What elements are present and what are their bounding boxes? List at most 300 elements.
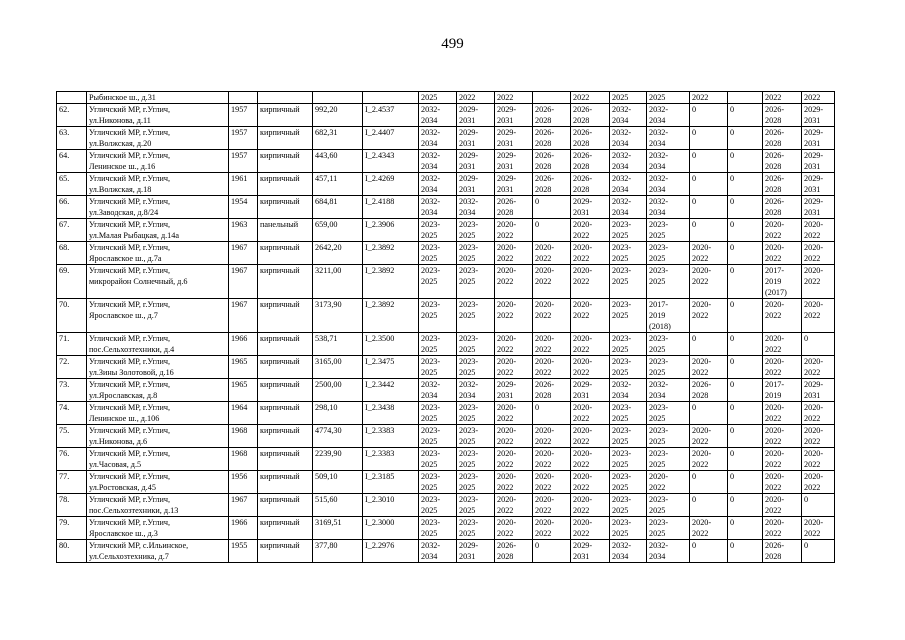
cell-term: 2025	[610, 92, 647, 104]
cell-term: 2023- 2025	[419, 356, 457, 379]
cell-year: 1964	[229, 402, 258, 425]
cell-term: 2029- 2031	[802, 150, 835, 173]
table-row	[57, 173, 835, 196]
cell-year	[229, 92, 258, 104]
cell-material: кирпичный	[258, 127, 313, 150]
cell-term: 2029- 2031	[495, 173, 533, 196]
cell-address: Угличский МР, г.Углич, Ленинское ш., д.106	[87, 402, 229, 425]
cell-term: 0	[802, 333, 835, 356]
cell-term: 2023- 2025	[419, 448, 457, 471]
cell-term: 2020- 2022	[763, 517, 802, 540]
cell-term: 2020- 2022	[763, 494, 802, 517]
cell-term: 2020- 2022	[571, 242, 610, 265]
cell-number: 71.	[57, 333, 87, 356]
cell-material: кирпичный	[258, 517, 313, 540]
cell-term: 2025	[647, 92, 690, 104]
cell-term: 2023- 2025	[419, 471, 457, 494]
cell-term: 2032- 2034	[647, 127, 690, 150]
cell-number: 80.	[57, 540, 87, 563]
cell-term: 2020- 2022	[690, 265, 728, 299]
cell-term: 2023- 2025	[647, 265, 690, 299]
cell-term: 2020- 2022	[571, 517, 610, 540]
cell-code: I_2.3442	[363, 379, 419, 402]
cell-term: 2032- 2034	[647, 379, 690, 402]
cell-year: 1961	[229, 173, 258, 196]
cell-code: I_2.3000	[363, 517, 419, 540]
cell-term: 2020- 2022	[533, 242, 571, 265]
cell-term: 2020- 2022	[495, 299, 533, 333]
cell-term: 2026- 2028	[533, 104, 571, 127]
cell-term: 2020- 2022	[495, 494, 533, 517]
table-row	[57, 379, 835, 402]
cell-term: 2022	[495, 92, 533, 104]
cell-term: 0	[728, 333, 763, 356]
cell-term: 2020- 2022	[533, 494, 571, 517]
cell-address: Угличский МР, г.Углич, ул.Зины Золотовой, д.16	[87, 356, 229, 379]
table-row	[57, 104, 835, 127]
cell-term: 2023- 2025	[610, 448, 647, 471]
cell-term: 2020- 2022	[763, 219, 802, 242]
cell-code: I_2.4537	[363, 104, 419, 127]
cell-area: 509,10	[313, 471, 363, 494]
cell-term: 2032- 2034	[419, 173, 457, 196]
table-row	[57, 517, 835, 540]
cell-term: 2020- 2022	[495, 242, 533, 265]
cell-term: 2023- 2025	[457, 517, 495, 540]
cell-number: 63.	[57, 127, 87, 150]
table-row	[57, 425, 835, 448]
cell-code: I_2.3383	[363, 448, 419, 471]
cell-term: 2020- 2022	[495, 356, 533, 379]
cell-number: 75.	[57, 425, 87, 448]
cell-material: кирпичный	[258, 471, 313, 494]
cell-material: кирпичный	[258, 540, 313, 563]
table-row	[57, 402, 835, 425]
cell-term: 2023- 2025	[419, 333, 457, 356]
cell-term: 2020- 2022	[763, 471, 802, 494]
cell-term: 2029- 2031	[457, 540, 495, 563]
cell-number: 66.	[57, 196, 87, 219]
cell-area: 3165,00	[313, 356, 363, 379]
cell-term: 2020- 2022	[763, 425, 802, 448]
cell-term: 0	[533, 219, 571, 242]
cell-material: кирпичный	[258, 333, 313, 356]
cell-term: 2026- 2028	[533, 127, 571, 150]
cell-term: 2029- 2031	[571, 196, 610, 219]
cell-term: 2029- 2031	[802, 196, 835, 219]
cell-term: 2023- 2025	[610, 333, 647, 356]
cell-term: 2020- 2022	[802, 402, 835, 425]
cell-code: I_2.4269	[363, 173, 419, 196]
cell-number: 74.	[57, 402, 87, 425]
table-row	[57, 150, 835, 173]
page-number: 499	[441, 36, 464, 52]
table-row	[57, 333, 835, 356]
cell-term: 2023- 2025	[647, 402, 690, 425]
cell-term	[533, 92, 571, 104]
cell-address: Угличский МР, г.Углич, ул.Малая Рыбацкая, д.14а	[87, 219, 229, 242]
cell-number: 77.	[57, 471, 87, 494]
cell-term: 2023- 2025	[647, 517, 690, 540]
cell-term: 2020- 2022	[495, 471, 533, 494]
cell-term: 2029- 2031	[495, 127, 533, 150]
cell-area: 2642,20	[313, 242, 363, 265]
cell-term: 0	[690, 471, 728, 494]
cell-term: 2023- 2025	[457, 402, 495, 425]
cell-term: 2020- 2022	[495, 425, 533, 448]
cell-term: 2020- 2022	[802, 299, 835, 333]
cell-term: 2032- 2034	[647, 150, 690, 173]
cell-material	[258, 92, 313, 104]
cell-term: 2022	[802, 92, 835, 104]
cell-address: Угличский МР, г.Углич, ул.Никонова, д.11	[87, 104, 229, 127]
cell-term: 2026- 2028	[571, 104, 610, 127]
cell-term: 2032- 2034	[647, 540, 690, 563]
cell-term: 0	[802, 494, 835, 517]
cell-term: 2032- 2034	[419, 104, 457, 127]
cell-term: 2023- 2025	[457, 265, 495, 299]
table-row	[57, 196, 835, 219]
cell-code: I_2.3892	[363, 299, 419, 333]
cell-term: 2023- 2025	[457, 425, 495, 448]
cell-term: 2026- 2028	[533, 379, 571, 402]
cell-area	[313, 92, 363, 104]
cell-term: 2020- 2022	[533, 471, 571, 494]
cell-term: 2026- 2028	[763, 540, 802, 563]
cell-term: 0	[690, 333, 728, 356]
cell-year: 1957	[229, 150, 258, 173]
cell-address: Угличский МР, г.Углич, ул.Часовая, д.5	[87, 448, 229, 471]
cell-term	[728, 92, 763, 104]
cell-term: 2023- 2025	[419, 299, 457, 333]
table-row	[57, 242, 835, 265]
cell-term: 0	[728, 265, 763, 299]
cell-term: 2020- 2022	[533, 448, 571, 471]
cell-area: 684,81	[313, 196, 363, 219]
cell-material: кирпичный	[258, 425, 313, 448]
cell-term: 2023- 2025	[610, 299, 647, 333]
cell-term: 2029- 2031	[457, 127, 495, 150]
cell-code: I_2.3892	[363, 242, 419, 265]
cell-term: 2032- 2034	[610, 196, 647, 219]
cell-term: 2026- 2028	[571, 127, 610, 150]
cell-address: Угличский МР, г.Углич, пос.Сельхозтехники, д.13	[87, 494, 229, 517]
cell-term: 2023- 2025	[610, 471, 647, 494]
cell-term: 2020- 2022	[495, 265, 533, 299]
cell-year: 1957	[229, 127, 258, 150]
cell-address: Угличский МР, с.Ильинское, ул.Сельхозтехника, д.7	[87, 540, 229, 563]
cell-term: 0	[728, 242, 763, 265]
cell-area: 377,80	[313, 540, 363, 563]
cell-year: 1968	[229, 425, 258, 448]
cell-term: 2026- 2028	[763, 173, 802, 196]
cell-term: 2032- 2034	[610, 104, 647, 127]
cell-year: 1966	[229, 517, 258, 540]
cell-term: 2029- 2031	[571, 379, 610, 402]
cell-term: 2020- 2022	[802, 471, 835, 494]
cell-code: I_2.3892	[363, 265, 419, 299]
cell-term: 0	[690, 540, 728, 563]
cell-term: 2026- 2028	[763, 196, 802, 219]
cell-term: 0	[728, 299, 763, 333]
cell-term: 2020- 2022	[495, 517, 533, 540]
cell-area: 992,20	[313, 104, 363, 127]
cell-term: 2023- 2025	[419, 517, 457, 540]
cell-term: 2022	[690, 92, 728, 104]
cell-material: кирпичный	[258, 242, 313, 265]
cell-year: 1967	[229, 299, 258, 333]
cell-term: 2022	[571, 92, 610, 104]
cell-term: 2020- 2022	[533, 299, 571, 333]
cell-term: 2020- 2022	[495, 402, 533, 425]
cell-term: 2022	[457, 92, 495, 104]
cell-year: 1966	[229, 333, 258, 356]
cell-address: Угличский МР, г.Углич, пос.Сельхозтехники, д.4	[87, 333, 229, 356]
cell-term: 0	[533, 196, 571, 219]
cell-term: 0	[728, 196, 763, 219]
cell-term: 2020- 2022	[690, 448, 728, 471]
cell-year: 1967	[229, 265, 258, 299]
table-row	[57, 127, 835, 150]
cell-term: 2022	[763, 92, 802, 104]
cell-address: Угличский МР, г.Углич, ул.Ростовская, д.45	[87, 471, 229, 494]
cell-code: I_2.4188	[363, 196, 419, 219]
cell-address: Рыбинское ш., д.31	[87, 92, 229, 104]
cell-term: 0	[802, 540, 835, 563]
cell-term: 2032- 2034	[647, 196, 690, 219]
cell-area: 659,00	[313, 219, 363, 242]
cell-term: 0	[728, 471, 763, 494]
cell-code	[363, 92, 419, 104]
cell-term: 2023- 2025	[610, 425, 647, 448]
cell-material: кирпичный	[258, 494, 313, 517]
cell-term: 2020- 2022	[690, 356, 728, 379]
cell-term: 2032- 2034	[610, 379, 647, 402]
cell-term: 2020- 2022	[571, 265, 610, 299]
cell-term: 2020- 2022	[571, 425, 610, 448]
cell-address: Угличский МР, г.Углич, ул.Никонова, д.6	[87, 425, 229, 448]
cell-term: 2032- 2034	[610, 150, 647, 173]
cell-material: кирпичный	[258, 402, 313, 425]
table-row	[57, 494, 835, 517]
cell-term: 2020- 2022	[802, 242, 835, 265]
cell-address: Угличский МР, г.Углич, Ярославское ш., д.7	[87, 299, 229, 333]
table-row	[57, 540, 835, 563]
cell-term: 2020- 2022	[571, 402, 610, 425]
cell-number: 64.	[57, 150, 87, 173]
cell-term: 2020- 2022	[533, 517, 571, 540]
cell-term: 2020- 2022	[495, 448, 533, 471]
cell-term: 2032- 2034	[647, 173, 690, 196]
cell-term: 2023- 2025	[457, 242, 495, 265]
cell-code: I_2.3475	[363, 356, 419, 379]
cell-code: I_2.4343	[363, 150, 419, 173]
cell-term: 2032- 2034	[610, 127, 647, 150]
cell-term: 2023- 2025	[647, 425, 690, 448]
cell-number: 67.	[57, 219, 87, 242]
cell-term: 2023- 2025	[647, 448, 690, 471]
cell-term: 2017- 2019 (2018)	[647, 299, 690, 333]
cell-term: 2026- 2028	[763, 127, 802, 150]
table-row	[57, 471, 835, 494]
cell-term: 2032- 2034	[610, 173, 647, 196]
cell-term: 2020- 2022	[533, 333, 571, 356]
cell-term: 0	[690, 494, 728, 517]
cell-term: 2017- 2019 (2017)	[763, 265, 802, 299]
cell-term: 2032- 2034	[647, 104, 690, 127]
cell-term: 2026- 2028	[495, 196, 533, 219]
cell-term: 2020- 2022	[571, 494, 610, 517]
cell-term: 0	[690, 219, 728, 242]
cell-term: 2020- 2022	[690, 242, 728, 265]
cell-term: 2032- 2034	[610, 540, 647, 563]
cell-year: 1955	[229, 540, 258, 563]
cell-term: 0	[728, 127, 763, 150]
cell-material: кирпичный	[258, 150, 313, 173]
cell-year: 1965	[229, 379, 258, 402]
cell-year: 1957	[229, 104, 258, 127]
cell-area: 682,31	[313, 127, 363, 150]
cell-address: Угличский МР, г.Углич, ул.Заводская, д.8/24	[87, 196, 229, 219]
cell-code: I_2.3383	[363, 425, 419, 448]
cell-term: 2020- 2022	[690, 299, 728, 333]
cell-term: 0	[728, 494, 763, 517]
cell-term: 2023- 2025	[419, 402, 457, 425]
cell-term: 0	[728, 219, 763, 242]
cell-year: 1967	[229, 494, 258, 517]
cell-term: 2020- 2022	[802, 356, 835, 379]
cell-term: 2029- 2031	[495, 104, 533, 127]
cell-term: 0	[728, 379, 763, 402]
cell-term: 2026- 2028	[571, 150, 610, 173]
cell-number: 70.	[57, 299, 87, 333]
cell-code: I_2.3438	[363, 402, 419, 425]
cell-code: I_2.3500	[363, 333, 419, 356]
cell-term: 2020- 2022	[533, 265, 571, 299]
cell-term: 2026- 2028	[763, 150, 802, 173]
cell-material: кирпичный	[258, 379, 313, 402]
cell-number: 73.	[57, 379, 87, 402]
cell-term: 2023- 2025	[457, 448, 495, 471]
cell-term: 2026- 2028	[533, 173, 571, 196]
cell-number: 78.	[57, 494, 87, 517]
cell-term: 2020- 2022	[763, 402, 802, 425]
cell-term: 2020- 2022	[571, 356, 610, 379]
cell-term: 2023- 2025	[457, 356, 495, 379]
cell-term: 2020- 2022	[763, 356, 802, 379]
cell-term: 0	[690, 150, 728, 173]
cell-material: кирпичный	[258, 356, 313, 379]
cell-term: 2020- 2022	[690, 517, 728, 540]
cell-term: 2020- 2022	[763, 333, 802, 356]
cell-area: 538,71	[313, 333, 363, 356]
cell-number: 76.	[57, 448, 87, 471]
cell-term: 2032- 2034	[419, 540, 457, 563]
cell-term: 2026- 2028	[571, 173, 610, 196]
cell-term: 2020- 2022	[571, 299, 610, 333]
cell-term: 2029- 2031	[495, 379, 533, 402]
cell-year: 1967	[229, 242, 258, 265]
table-row	[57, 448, 835, 471]
cell-term: 2020- 2022	[571, 448, 610, 471]
cell-term: 0	[728, 104, 763, 127]
table-row-continuation	[57, 92, 835, 104]
cell-term: 2029- 2031	[802, 173, 835, 196]
cell-term: 2029- 2031	[495, 150, 533, 173]
cell-number	[57, 92, 87, 104]
cell-area: 443,60	[313, 150, 363, 173]
cell-term: 2026- 2028	[690, 379, 728, 402]
table-row	[57, 299, 835, 333]
cell-term: 2023- 2025	[647, 356, 690, 379]
cell-term: 2023- 2025	[647, 333, 690, 356]
cell-term: 0	[728, 356, 763, 379]
cell-term: 0	[690, 402, 728, 425]
cell-material: кирпичный	[258, 299, 313, 333]
cell-term: 0	[728, 425, 763, 448]
cell-area: 3211,00	[313, 265, 363, 299]
cell-material: панельный	[258, 219, 313, 242]
cell-term: 2023- 2025	[610, 219, 647, 242]
cell-term: 2020- 2022	[763, 299, 802, 333]
cell-term: 2023- 2025	[647, 219, 690, 242]
repair-schedule-table	[56, 91, 835, 563]
cell-term: 2029- 2031	[802, 104, 835, 127]
cell-term: 2020- 2022	[690, 425, 728, 448]
cell-term: 2020- 2022	[533, 425, 571, 448]
cell-material: кирпичный	[258, 196, 313, 219]
cell-term: 0	[533, 402, 571, 425]
cell-term: 2020- 2022	[763, 448, 802, 471]
cell-area: 515,60	[313, 494, 363, 517]
cell-term: 2020- 2022	[533, 356, 571, 379]
cell-term: 2023- 2025	[647, 242, 690, 265]
cell-term: 0	[728, 402, 763, 425]
cell-address: Угличский МР, г.Углич, Ярославское ш., д.7а	[87, 242, 229, 265]
table-body	[57, 92, 835, 563]
cell-term: 2023- 2025	[610, 356, 647, 379]
cell-term: 2026- 2028	[763, 104, 802, 127]
cell-term: 2023- 2025	[419, 494, 457, 517]
cell-address: Угличский МР, г.Углич, ул.Волжская, д.18	[87, 173, 229, 196]
table-row	[57, 265, 835, 299]
cell-code: I_2.3010	[363, 494, 419, 517]
cell-term: 2020- 2022	[495, 333, 533, 356]
cell-term: 2032- 2034	[457, 196, 495, 219]
cell-term: 2023- 2025	[610, 402, 647, 425]
cell-address: Угличский МР, г.Углич, Ярославское ш., д.3	[87, 517, 229, 540]
cell-term: 2025	[419, 92, 457, 104]
cell-term: 2032- 2034	[419, 196, 457, 219]
cell-number: 69.	[57, 265, 87, 299]
cell-term: 0	[690, 196, 728, 219]
cell-year: 1965	[229, 356, 258, 379]
cell-term: 2020- 2022	[647, 471, 690, 494]
cell-number: 72.	[57, 356, 87, 379]
cell-term: 2029- 2031	[802, 379, 835, 402]
cell-term: 2023- 2025	[457, 333, 495, 356]
cell-term: 2023- 2025	[610, 517, 647, 540]
cell-material: кирпичный	[258, 448, 313, 471]
cell-term: 0	[728, 150, 763, 173]
cell-term: 2023- 2025	[457, 494, 495, 517]
cell-area: 457,11	[313, 173, 363, 196]
cell-term: 2032- 2034	[419, 150, 457, 173]
cell-term: 2029- 2031	[571, 540, 610, 563]
cell-term: 0	[728, 448, 763, 471]
cell-term: 2032- 2034	[457, 379, 495, 402]
cell-number: 62.	[57, 104, 87, 127]
